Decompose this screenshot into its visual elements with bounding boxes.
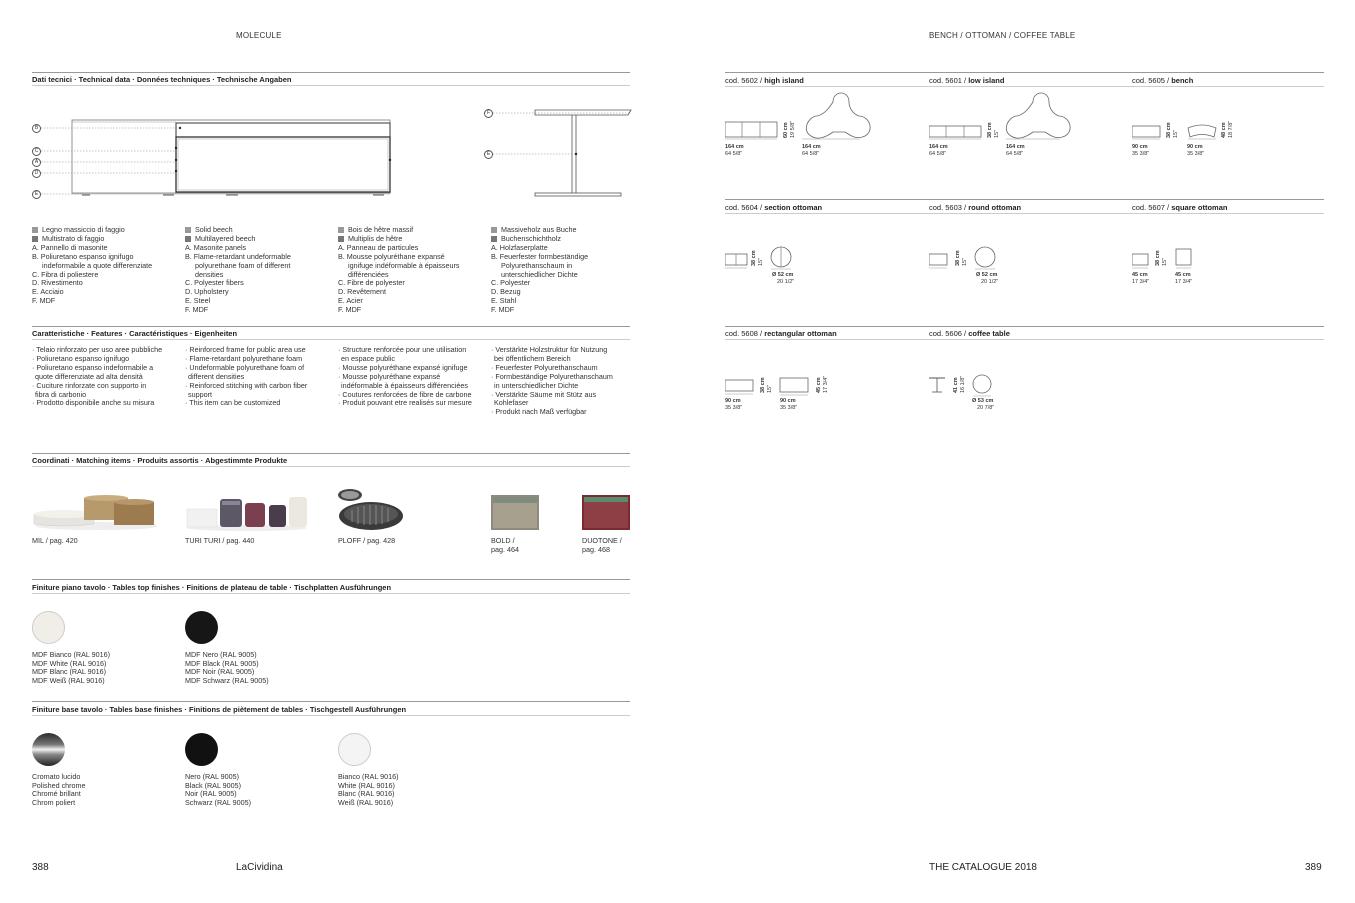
dim-d-5606: Ø 53 cm 20 7/8": [972, 398, 995, 411]
callout-e: E: [32, 190, 41, 199]
finish-black-label: MDF Nero (RAL 9005) MDF Black (RAL 9005) MDF Noir (RAL 9005) MDF Schwarz (RAL 9005): [185, 650, 269, 685]
product-5605-title: cod. 5605 / bench: [1132, 76, 1194, 85]
finish-swatch-black: [185, 611, 218, 644]
dim-h2-5605: 48 cm: [1221, 122, 1227, 138]
dim-w1-5607: 45 cm 17 3/4": [1132, 272, 1150, 285]
page-number-right: 389: [1305, 862, 1322, 873]
ploff-image: [338, 488, 408, 533]
dim-h-5602: 60 cm: [783, 122, 789, 138]
dim-hin-5606: 16 1/8": [960, 375, 966, 393]
divider: [32, 701, 630, 702]
dim-h-5604: 38 cm: [751, 250, 757, 266]
divider: [32, 579, 630, 580]
turi-turi-image: [185, 495, 310, 531]
divider: [32, 85, 630, 86]
dim-d-5604: Ø 52 cm 20 1/2": [772, 272, 795, 285]
turi-turi-caption: TURI TURI / pag. 440: [185, 536, 255, 545]
finish-swatch-black-base: [185, 733, 218, 766]
low-island-drawing: [929, 88, 1129, 143]
materials-en: Solid beech Multilayered beech A. Masonite panels B. Flame-retardant undeformable polyurethane foam of different densities C. Polyester fibers D. Upholstery E. Steel F. MDF: [185, 225, 291, 315]
product-5607-title: cod. 5607 / square ottoman: [1132, 203, 1228, 212]
product-5603-title: cod. 5603 / round ottoman: [929, 203, 1022, 212]
features-fr: · Structure renforcée pour une utilisation en espace public · Mousse polyuréthane expansé ignifuge · Mousse polyuréthane expansé indéformable à épaisseurs différenciées · Coutures renforcées de fibre de carbone · Produit pouvant etre realisés sur mesure: [338, 345, 472, 408]
callout-e-side: E: [484, 150, 493, 159]
divider: [32, 326, 630, 327]
finish-white-base-label: Bianco (RAL 9016) White (RAL 9016) Blanc (RAL 9016) Weiß (RAL 9016): [338, 772, 399, 807]
matching-title: Coordinati · Matching items · Produits assortis · Abgestimmte Produkte: [32, 456, 288, 465]
dim-w2-5602: 164 cm 64 5/8": [802, 144, 821, 157]
product-5606-title: cod. 5606 / coffee table: [929, 329, 1010, 338]
dim-h-5603: 38 cm: [955, 250, 961, 266]
divider: [725, 213, 1324, 214]
bench-drawing: [1132, 118, 1232, 143]
left-page-header: MOLECULE: [236, 31, 282, 40]
divider: [32, 466, 630, 467]
product-5601-title: cod. 5601 / low island: [929, 76, 1005, 85]
finish-swatch-white-base: [338, 733, 371, 766]
bold-image: [491, 495, 539, 530]
callout-d: D: [32, 169, 41, 178]
dim-h-5601: 38 cm: [987, 122, 993, 138]
dim-h-5608: 38 cm: [760, 377, 766, 393]
ploff-caption: PLOFF / pag. 428: [338, 536, 396, 545]
dim-w1-5605: 90 cm 35 3/8": [1132, 144, 1150, 157]
divider: [32, 453, 630, 454]
finish-swatch-chrome: [32, 733, 65, 766]
dim-h2-5608: 45 cm: [816, 377, 822, 393]
product-5602-title: cod. 5602 / high island: [725, 76, 804, 85]
divider: [32, 72, 630, 73]
dim-w1-5601: 164 cm 64 5/8": [929, 144, 948, 157]
dim-hin-5601: 15": [994, 129, 1000, 138]
materials-de: Massiveholz aus Buche Buchenschichtholz A. Holzfaserplatte B. Feuerfester formbeständige Polyurethanschaum in unterschiedlicher Dichte C. Polyester D. Bezug E. Stahl F. MDF: [491, 225, 589, 315]
finish-swatch-white: [32, 611, 65, 644]
dim-w2-5605: 90 cm 35 3/8": [1187, 144, 1205, 157]
dim-h-5605: 38 cm: [1166, 122, 1172, 138]
dim-w1-5608: 90 cm 35 3/8": [725, 398, 743, 411]
features-it: · Telaio rinforzato per uso aree pubbliche · Poliuretano espanso ignifugo · Poliuretano espanso indeformabile a quote differenziate ad alta densità · Cuciture rinforzate con supporto in fibra di carbonio · Prodotto disponibile anche su misura: [32, 345, 163, 408]
duotone-image: [582, 495, 630, 530]
divider: [32, 339, 630, 340]
dim-w2-5601: 164 cm 64 5/8": [1006, 144, 1025, 157]
finish-black-base-label: Nero (RAL 9005) Black (RAL 9005) Noir (RAL 9005) Schwarz (RAL 9005): [185, 772, 252, 807]
bold-caption: BOLD / pag. 464: [491, 536, 519, 554]
brand-name: LaCividina: [236, 862, 283, 873]
finish-chrome-label: Cromato lucido Polished chrome Chromé brillant Chrom poliert: [32, 772, 86, 807]
dim-hin-5602: 19 5/8": [790, 120, 796, 138]
finish-white-label: MDF Bianco (RAL 9016) MDF White (RAL 9016) MDF Blanc (RAL 9016) MDF Weiß (RAL 9016): [32, 650, 111, 685]
dim-hin-5605: 15": [1173, 129, 1179, 138]
dim-w2-5608: 90 cm 35 3/8": [780, 398, 798, 411]
divider: [725, 72, 1324, 73]
dim-h-5606: 41 cm: [953, 377, 959, 393]
divider: [725, 86, 1324, 87]
catalogue-title: THE CATALOGUE 2018: [929, 862, 1037, 873]
divider: [32, 715, 630, 716]
dim-hin-5607: 15": [1162, 257, 1168, 266]
materials-it: Legno massiccio di faggio Multistrato di faggio A. Pannello di masonite B. Poliuretano espanso ignifugo indeformabile a quote differenziate C. Fibra di poliestere D. Rivestimento E. Acciaio F. MDF: [32, 225, 153, 306]
divider: [725, 339, 1324, 340]
callout-b: B: [32, 124, 41, 133]
product-5604-title: cod. 5604 / section ottoman: [725, 203, 823, 212]
callout-c: C: [32, 147, 41, 156]
mil-caption: MIL / pag. 420: [32, 536, 78, 545]
dim-w2-5607: 45 cm 17 3/4": [1175, 272, 1193, 285]
duotone-caption: DUOTONE / pag. 468: [582, 536, 622, 554]
features-de: · Verstärkte Holzstruktur für Nutzung bei öffentlichem Bereich · Feuerfester Polyurethanschaum · Formbeständige Polyurethanschaum in unterschiedlicher Dichte · Verstärkte Säume mit Stütz aus Kohlefaser · Produkt nach Maß verfügbar: [491, 345, 613, 417]
dim-h-5607: 38 cm: [1155, 250, 1161, 266]
divider: [725, 199, 1324, 200]
dim-w1-5602: 164 cm 64 5/8": [725, 144, 744, 157]
base-finishes-title: Finiture base tavolo · Tables base finishes · Finitions de piètement de tables · Tischgestell Ausführungen: [32, 705, 407, 714]
dim-hin-5603: 15": [962, 257, 968, 266]
dim-hin-5608: 15": [767, 384, 773, 393]
top-finishes-title: Finiture piano tavolo · Tables top finishes · Finitions de plateau de table · Tischplatten Ausführungen: [32, 583, 392, 592]
page-number-left: 388: [32, 862, 49, 873]
callout-a: A: [32, 158, 41, 167]
features-title: Caratteristiche · Features · Caractéristiques · Eigenheiten: [32, 329, 238, 338]
features-en: · Reinforced frame for public area use · Flame-retardant polyurethane foam · Undeformable polyurethane foam of different densities · Reinforced stitching with carbon fiber support · This item can be customized: [185, 345, 308, 408]
right-page-header: BENCH / OTTOMAN / COFFEE TABLE: [929, 31, 1076, 40]
technical-data-title: Dati tecnici · Technical data · Données techniques · Technische Angaben: [32, 75, 292, 84]
materials-fr: Bois de hêtre massif Multiplis de hêtre A. Panneau de particules B. Mousse polyuréthane expansé ignifuge indéformable à épaisseurs différenciées C. Fibre de polyester D. Revêtement E. Acier F. MDF: [338, 225, 460, 315]
callout-f: F: [484, 109, 493, 118]
mil-image: [32, 490, 157, 530]
dim-h2in-5608: 17 3/4": [823, 375, 829, 393]
divider: [725, 326, 1324, 327]
product-5608-title: cod. 5608 / rectangular ottoman: [725, 329, 837, 338]
dim-h2in-5605: 18 7/8": [1228, 120, 1234, 138]
divider: [32, 593, 630, 594]
dim-d-5603: Ø 52 cm 20 1/2": [976, 272, 999, 285]
dim-hin-5604: 15": [758, 257, 764, 266]
high-island-drawing: [725, 88, 925, 143]
technical-drawing: [28, 105, 633, 200]
